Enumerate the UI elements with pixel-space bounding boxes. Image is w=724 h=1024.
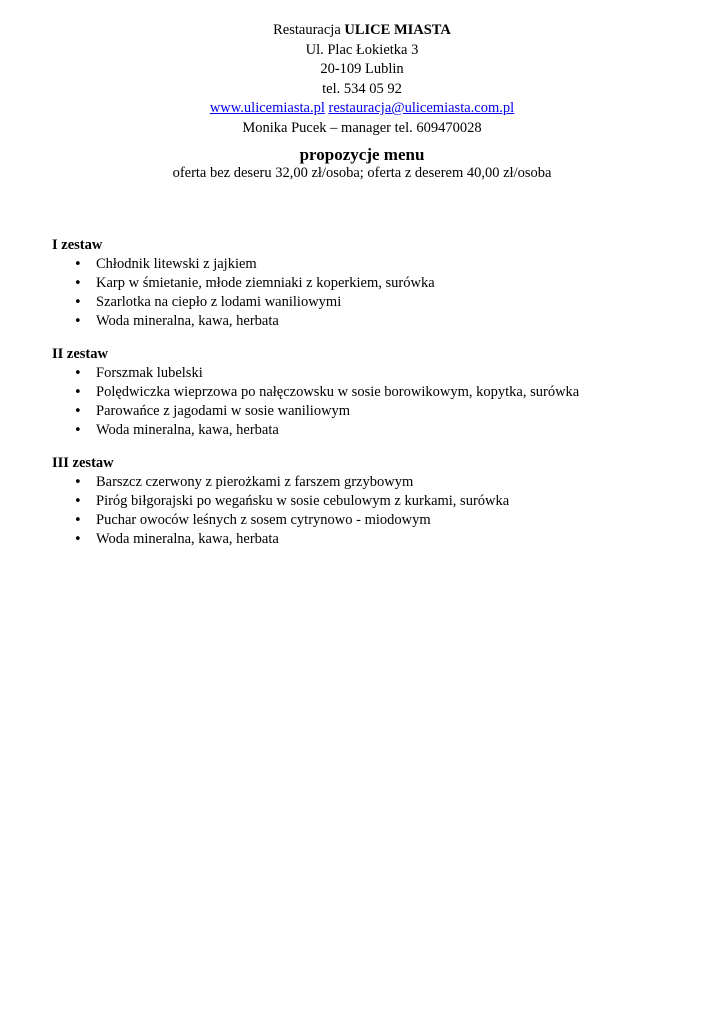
contact-links	[0, 99, 724, 119]
list-item-text: Piróg biłgorajski po wegańsku w sosie cebulowym z kurkami, surówka	[96, 493, 510, 509]
list-item	[52, 492, 712, 511]
phone-number: tel. 534 05 92	[322, 80, 402, 97]
list-item-text: Szarlotka na ciepło z lodami waniliowymi	[96, 294, 342, 310]
list-item	[52, 530, 712, 549]
bullet-icon: •	[74, 513, 82, 528]
list-item-text: Polędwiczka wieprzowa po nałęczowsku w sosie borowikowym, kopytka, surówka	[96, 384, 580, 400]
bullet-icon: •	[74, 385, 82, 400]
list-item-text: Woda mineralna, kawa, herbata	[96, 422, 279, 438]
list-item	[52, 312, 712, 331]
restaurant-name: ULICE MIASTA	[344, 22, 451, 38]
bullet-icon: •	[74, 295, 82, 310]
menu-sets	[52, 236, 712, 563]
menu-offer: oferta bez deseru 32,00 zł/osoba; oferta z deserem 40,00 zł/osoba	[172, 165, 552, 181]
bullet-icon: •	[74, 314, 82, 329]
list-item	[52, 255, 712, 274]
set-item-list	[52, 364, 712, 440]
set-title: I zestaw	[52, 237, 103, 253]
set-title: II zestaw	[52, 346, 108, 362]
bullet-icon: •	[74, 366, 82, 381]
list-item-text: Barszcz czerwony z pierożkami z farszem grzybowym	[96, 474, 414, 490]
city-address: 20-109 Lublin	[320, 61, 404, 77]
restaurant-prefix: Restauracja	[273, 22, 341, 38]
bullet-icon: •	[74, 423, 82, 438]
list-item	[52, 402, 712, 421]
list-item-text: Parowańce z jagodami w sosie waniliowym	[96, 403, 351, 419]
email-link[interactable]: restauracja@ulicemiasta.com.pl	[328, 100, 515, 116]
list-item-text: Forszmak lubelski	[96, 365, 203, 381]
set-item-list	[52, 473, 712, 549]
list-item	[52, 511, 712, 530]
restaurant-header	[0, 21, 724, 138]
bullet-icon: •	[74, 475, 82, 490]
list-item	[52, 364, 712, 383]
menu-set-1	[52, 236, 712, 331]
menu-set-3	[52, 454, 712, 549]
list-item	[52, 274, 712, 293]
list-item-text: Woda mineralna, kawa, herbata	[96, 313, 279, 329]
manager-contact: Monika Pucek – manager tel. 609470028	[242, 119, 482, 136]
bullet-icon: •	[74, 257, 82, 272]
restaurant-name-line	[0, 21, 724, 41]
menu-set-2	[52, 345, 712, 440]
set-title: III zestaw	[52, 455, 114, 471]
bullet-icon: •	[74, 276, 82, 291]
bullet-icon: •	[74, 532, 82, 547]
list-item	[52, 293, 712, 312]
list-item-text: Woda mineralna, kawa, herbata	[96, 531, 279, 547]
list-item	[52, 383, 712, 402]
list-item-text: Puchar owoców leśnych z sosem cytrynowo - miodowym	[96, 512, 431, 528]
bullet-icon: •	[74, 494, 82, 509]
list-item-text: Karp w śmietanie, młode ziemniaki z koperkiem, surówka	[96, 275, 435, 291]
list-item-text: Chłodnik litewski z jajkiem	[96, 256, 257, 272]
bullet-icon: •	[74, 404, 82, 419]
list-item	[52, 473, 712, 492]
street-address: Ul. Plac Łokietka 3	[305, 41, 419, 58]
set-item-list	[52, 255, 712, 331]
website-link[interactable]: www.ulicemiasta.pl	[209, 100, 325, 116]
menu-title: propozycje menu	[299, 145, 425, 164]
list-item	[52, 421, 712, 440]
